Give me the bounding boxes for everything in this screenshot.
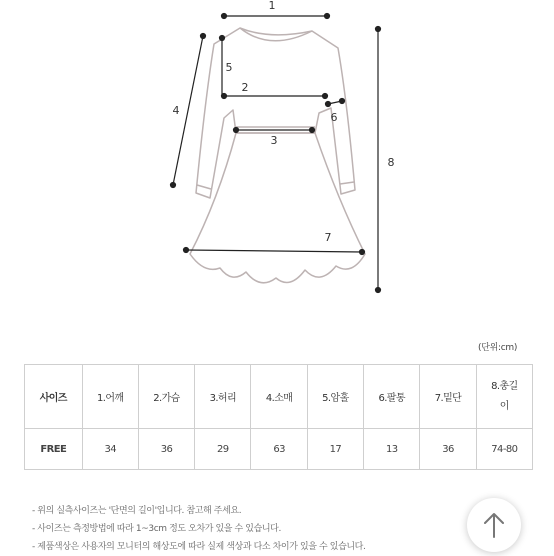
label-sleeve-width: 6: [330, 111, 338, 124]
value-cell: 29: [195, 429, 251, 470]
header-cell: 7.밑단: [420, 365, 476, 429]
header-cell: 3.허리: [195, 365, 251, 429]
value-cell: 13: [364, 429, 420, 470]
measure-point: [376, 27, 381, 32]
header-cell: 6.팔통: [364, 365, 420, 429]
note-line: - 위의 실측사이즈는 '단면의 길이'입니다. 참고해 주세요.: [32, 506, 242, 516]
header-cell: 1.어깨: [82, 365, 138, 429]
measure-point: [234, 128, 239, 133]
value-cell: 74-80: [476, 429, 532, 470]
header-cell: 5.암홀: [307, 365, 363, 429]
scroll-to-top-button[interactable]: [467, 498, 521, 552]
measure-point: [325, 14, 330, 19]
value-cell: 63: [251, 429, 307, 470]
measure-lines: [171, 14, 381, 293]
note-line: - 사이즈는 측정방법에 따라 1~3cm 정도 오차가 있을 수 있습니다.: [32, 524, 281, 534]
label-chest: 2: [241, 81, 249, 94]
measure-point: [171, 183, 176, 188]
measure-point: [220, 36, 225, 41]
measure-point: [222, 14, 227, 19]
dress-outline: [190, 28, 365, 283]
header-cell: 4.소매: [251, 365, 307, 429]
label-shoulder: 1: [268, 0, 276, 12]
unit-note: (단위:cm): [478, 343, 518, 353]
measure-point: [340, 99, 345, 104]
label-hem: 7: [324, 231, 332, 244]
size-cell: FREE: [25, 429, 83, 470]
measure-point: [323, 94, 328, 99]
measure-point: [310, 128, 315, 133]
value-cell: 36: [420, 429, 476, 470]
label-waist: 3: [270, 134, 278, 147]
note-line: - 제품색상은 사용자의 모니터의 해상도에 따라 실제 색상과 다소 차이가 있을 수 있습니다.: [32, 542, 366, 552]
header-cell: 사이즈: [25, 365, 83, 429]
measure-point: [201, 34, 206, 39]
measure-point: [326, 102, 331, 107]
label-sleeve: 4: [172, 104, 180, 117]
measure-point: [360, 250, 365, 255]
label-armhole: 5: [225, 61, 233, 74]
value-cell: 36: [138, 429, 194, 470]
label-total-length: 8: [387, 156, 395, 169]
measure-point: [376, 288, 381, 293]
size-notes: [32, 502, 365, 556]
header-cell: 8.총길 이: [476, 365, 532, 429]
value-cell: 34: [82, 429, 138, 470]
value-cell: 17: [307, 429, 363, 470]
table-row: [25, 429, 533, 470]
arrow-up-icon: [484, 512, 504, 538]
size-table-header-row: [25, 365, 533, 429]
size-table: [24, 364, 533, 470]
header-cell: 2.가슴: [138, 365, 194, 429]
measure-point: [184, 248, 189, 253]
